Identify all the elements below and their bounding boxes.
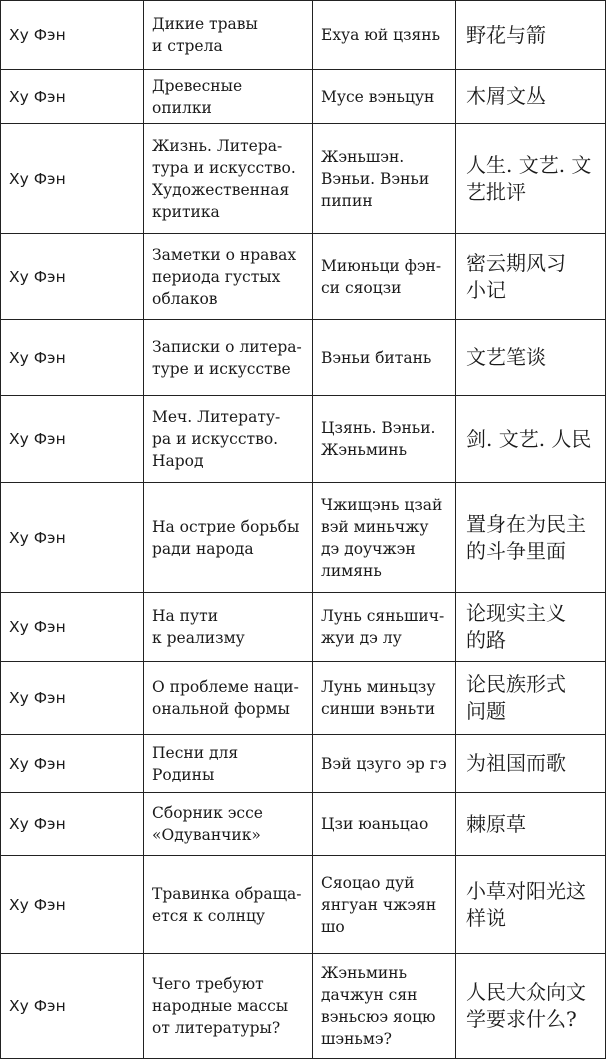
- chinese-title-cell: 为祖国而歌: [456, 735, 606, 793]
- russian-title-cell: Песни для Родины: [144, 735, 313, 793]
- russian-title-cell: Дикие травы и стрела: [144, 1, 313, 70]
- chinese-title-cell: 剑. 文艺. 人民: [456, 396, 606, 483]
- russian-title-cell: Древесные опилки: [144, 70, 313, 124]
- chinese-title-cell: 置身在为民主 的斗争里面: [456, 483, 606, 593]
- chinese-title-cell: 人生. 文艺. 文 艺批评: [456, 124, 606, 234]
- author-cell: Ху Фэн: [1, 1, 144, 70]
- russian-title-cell: Чего требуют народные массы от литературы?: [144, 954, 313, 1059]
- table-row: [1, 735, 606, 793]
- transliteration-cell: Жэньминь дачжун сян вэньсюэ яоцю шэньмэ?: [313, 954, 456, 1059]
- table-body: [1, 1, 606, 1059]
- transliteration-cell: Вэньи битань: [313, 320, 456, 396]
- author-cell: Ху Фэн: [1, 124, 144, 234]
- transliteration-cell: Жэньшэн. Вэньи. Вэньи пипин: [313, 124, 456, 234]
- transliteration-cell: Цзянь. Вэньи. Жэньминь: [313, 396, 456, 483]
- chinese-title-cell: 密云期风习 小记: [456, 234, 606, 320]
- table-row: [1, 124, 606, 234]
- table-row: [1, 954, 606, 1059]
- author-cell: Ху Фэн: [1, 662, 144, 735]
- table-row: [1, 1, 606, 70]
- author-cell: Ху Фэн: [1, 70, 144, 124]
- table-row: [1, 856, 606, 954]
- table-row: [1, 396, 606, 483]
- transliteration-cell: Сяоцао дуй янгуан чжэян шо: [313, 856, 456, 954]
- chinese-title-cell: 野花与箭: [456, 1, 606, 70]
- author-cell: Ху Фэн: [1, 593, 144, 662]
- author-cell: Ху Фэн: [1, 793, 144, 856]
- transliteration-cell: Мусе вэньцун: [313, 70, 456, 124]
- russian-title-cell: Меч. Литерату- ра и искусство. Народ: [144, 396, 313, 483]
- chinese-title-cell: 论民族形式 问题: [456, 662, 606, 735]
- table-row: [1, 483, 606, 593]
- table-row: [1, 662, 606, 735]
- russian-title-cell: О проблеме наци- ональной формы: [144, 662, 313, 735]
- author-cell: Ху Фэн: [1, 856, 144, 954]
- russian-title-cell: На острие борьбы ради народа: [144, 483, 313, 593]
- transliteration-cell: Чжищэнь цзай вэй миньчжу дэ доучжэн лимянь: [313, 483, 456, 593]
- chinese-title-cell: 小草对阳光这 样说: [456, 856, 606, 954]
- transliteration-cell: Миюньци фэн- си сяоцзи: [313, 234, 456, 320]
- transliteration-cell: Лунь миньцзу синши вэньти: [313, 662, 456, 735]
- transliteration-cell: Лунь сяньшич- жуи дэ лу: [313, 593, 456, 662]
- chinese-title-cell: 棘原草: [456, 793, 606, 856]
- chinese-title-cell: 人民大众向文 学要求什么?: [456, 954, 606, 1059]
- russian-title-cell: На пути к реализму: [144, 593, 313, 662]
- russian-title-cell: Заметки о нравах периода густых облаков: [144, 234, 313, 320]
- author-cell: Ху Фэн: [1, 234, 144, 320]
- author-cell: Ху Фэн: [1, 320, 144, 396]
- transliteration-cell: Ехуа юй цзянь: [313, 1, 456, 70]
- table-row: [1, 320, 606, 396]
- chinese-title-cell: 论现实主义 的路: [456, 593, 606, 662]
- transliteration-cell: Вэй цзуго эр гэ: [313, 735, 456, 793]
- table-row: [1, 234, 606, 320]
- author-cell: Ху Фэн: [1, 396, 144, 483]
- russian-title-cell: Травинка обраща- ется к солнцу: [144, 856, 313, 954]
- table-row: [1, 593, 606, 662]
- russian-title-cell: Жизнь. Литера- тура и искусство. Художественная критика: [144, 124, 313, 234]
- table-row: [1, 793, 606, 856]
- transliteration-cell: Цзи юаньцао: [313, 793, 456, 856]
- russian-title-cell: Записки о литера- туре и искусстве: [144, 320, 313, 396]
- chinese-title-cell: 木屑文丛: [456, 70, 606, 124]
- author-cell: Ху Фэн: [1, 735, 144, 793]
- author-cell: Ху Фэн: [1, 954, 144, 1059]
- table-row: [1, 70, 606, 124]
- russian-title-cell: Сборник эссе «Одуванчик»: [144, 793, 313, 856]
- author-cell: Ху Фэн: [1, 483, 144, 593]
- chinese-title-cell: 文艺笔谈: [456, 320, 606, 396]
